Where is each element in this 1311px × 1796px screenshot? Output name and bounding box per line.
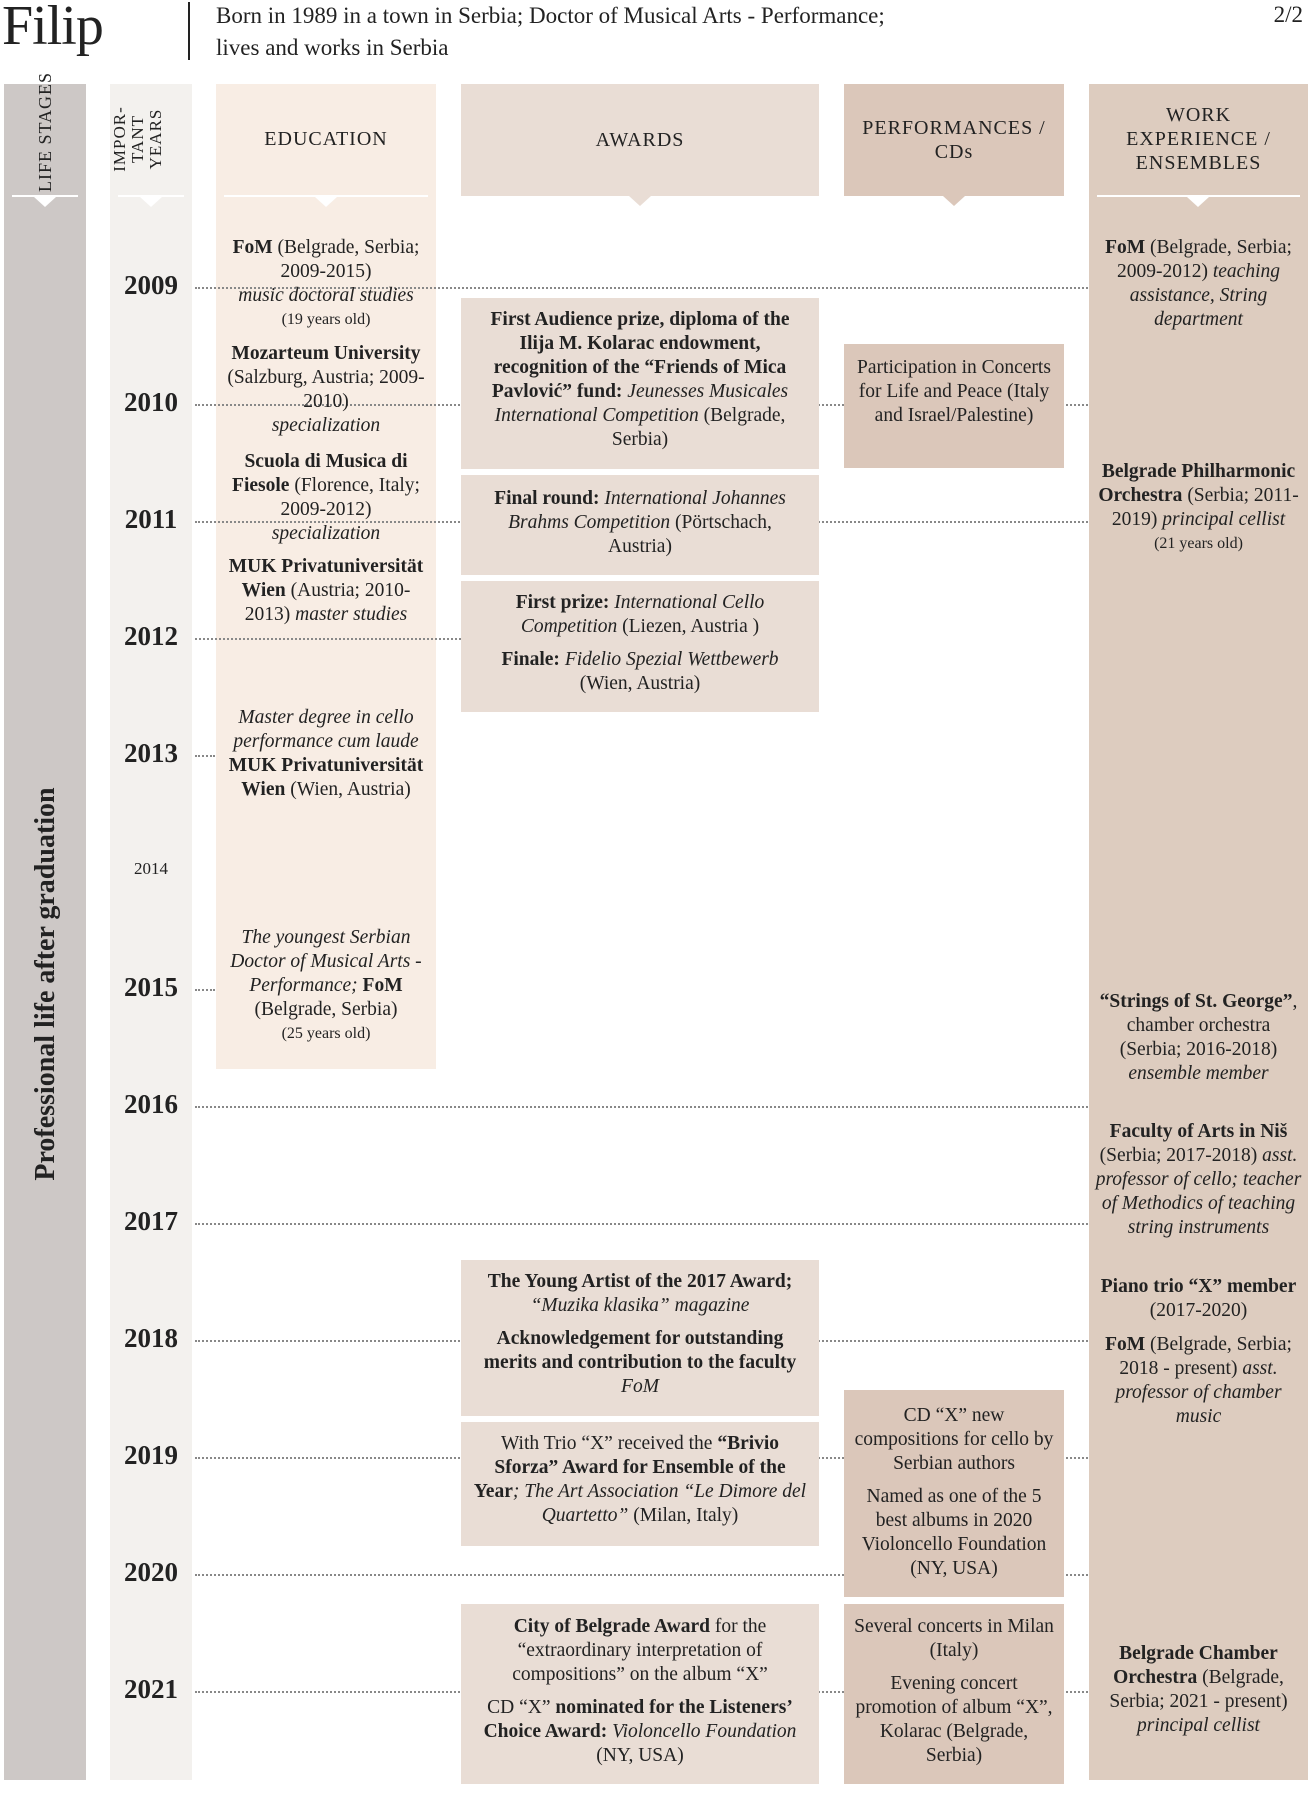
award-entry xyxy=(473,1615,807,1768)
year-label: 2010 xyxy=(124,387,178,417)
life-stage-label: Professional life after graduation xyxy=(30,787,61,1181)
work-line-1: WORK xyxy=(1165,104,1232,126)
performance-box xyxy=(844,344,1064,468)
important-years-header xyxy=(110,84,192,194)
institution-location: (Florence, Italy; 2009-2012) xyxy=(280,475,420,520)
work-line-2: EXPERIENCE / xyxy=(1126,128,1271,150)
performance-text: Participation in Concerts for Life and Peace (Italy and Israel/Palestine) xyxy=(857,357,1051,426)
guide-2015 xyxy=(195,989,215,991)
award-event: International Cello Competition xyxy=(520,592,765,637)
award-location: (Liezen, Austria ) xyxy=(617,616,760,637)
age-note: (21 years old) xyxy=(1154,535,1243,552)
award-location: (Wien, Austria) xyxy=(579,673,701,694)
institution-location: (Belgrade, Serbia; 2009-2015) xyxy=(272,237,420,282)
life-stages-header xyxy=(4,71,86,194)
award-entry xyxy=(475,487,805,559)
institution-name: MUK Privatuniversität Wien xyxy=(228,556,424,601)
job-role: teaching assistance, String department xyxy=(1129,261,1281,330)
work-entry xyxy=(1095,990,1302,1086)
employer-name: FoM xyxy=(1105,1334,1146,1355)
award-title: nominated for the Listeners’ Choice Award: xyxy=(483,1697,793,1742)
performance-box xyxy=(844,1604,1064,1784)
important-years-column xyxy=(110,84,192,1780)
study-type: specialization xyxy=(271,415,381,436)
performance-entry xyxy=(852,1404,1056,1581)
guide-2013 xyxy=(195,755,215,757)
award-location: (NY, USA) xyxy=(596,1745,684,1766)
year-label: 2013 xyxy=(124,738,178,768)
header-divider xyxy=(188,2,190,60)
performance-box xyxy=(844,1390,1064,1597)
award-entry xyxy=(473,1432,807,1528)
institution-location: (Austria; 2010-2013) xyxy=(244,580,411,625)
award-box xyxy=(461,1260,819,1416)
employer-location: (Belgrade, Serbia; 2021 - present) xyxy=(1109,1667,1288,1712)
institution-location: (Wien, Austria) xyxy=(285,779,411,800)
education-entry xyxy=(220,342,432,438)
job-role: asst. professor of cello; teacher of Methodics of teaching string instruments xyxy=(1095,1145,1302,1238)
person-name: Filip xyxy=(2,0,103,57)
award-title: First Audience prize, diploma of the Ilija M. Kolarac endowment, recognition of the “Friends of Mica Pavlović” fund: xyxy=(490,309,790,402)
award-location: (Pörtschach, Austria) xyxy=(608,512,772,557)
performances-pointer xyxy=(943,196,965,206)
employer-location: (Belgrade, Serbia; 2018 - present) xyxy=(1119,1334,1292,1379)
life-stages-label: LIFE STAGES xyxy=(35,71,55,192)
institution-location: (Salzburg, Austria; 2009-2010) xyxy=(227,367,425,412)
performance-text: Named as one of the 5 best albums in 2020 Violoncello Foundation (NY, USA) xyxy=(861,1486,1047,1579)
year-label: 2011 xyxy=(124,504,178,534)
education-entry xyxy=(220,236,432,332)
job-role: ensemble member xyxy=(1128,1063,1269,1084)
employer-name: “Strings of St. George” xyxy=(1099,991,1293,1012)
employer-location: (2017-2020) xyxy=(1149,1300,1248,1321)
award-box xyxy=(461,1604,819,1784)
institution-name: FoM xyxy=(362,975,403,996)
year-label: 2017 xyxy=(124,1206,178,1236)
institution-name: MUK Privatuniversität Wien xyxy=(228,755,424,800)
work-header xyxy=(1089,84,1308,194)
award-location: (Milan, Italy) xyxy=(628,1505,739,1526)
award-box xyxy=(461,1422,819,1546)
award-title: Acknowledgement for outstanding merits and contribution to the faculty xyxy=(483,1328,797,1373)
employer-name: Belgrade Philharmonic Orchestra xyxy=(1098,461,1296,506)
employer-location: , chamber orchestra (Serbia; 2016-2018) xyxy=(1119,991,1298,1060)
employer-location: (Serbia; 2011-2019) xyxy=(1111,485,1299,530)
institution-name: FoM xyxy=(232,237,273,258)
iy-line-2: TANT xyxy=(128,115,147,163)
employer-location: (Serbia; 2017-2018) xyxy=(1099,1145,1263,1166)
award-title: City of Belgrade Award xyxy=(513,1616,710,1637)
guide-2012 xyxy=(195,638,461,640)
guide-2017 xyxy=(195,1223,1088,1225)
institution-location: (Belgrade, Serbia) xyxy=(254,999,398,1020)
award-event: Jeunesses Musicales International Competition xyxy=(494,381,789,426)
life-stages-pointer xyxy=(34,197,56,207)
subtitle-line-1: Born in 1989 in a town in Serbia; Doctor of Musical Arts - Performance; xyxy=(216,3,885,28)
year-label: 2009 xyxy=(124,270,178,300)
award-entry xyxy=(471,308,809,452)
important-years-label xyxy=(111,89,191,189)
perf-line-2: CDs xyxy=(934,141,974,163)
institution-name: Mozarteum University xyxy=(231,343,421,364)
employer-name: FoM xyxy=(1105,237,1146,258)
award-entry xyxy=(475,591,805,696)
award-event: Fidelio Spezial Wettbewerb xyxy=(559,649,779,670)
study-type: master studies xyxy=(295,604,408,625)
work-entry xyxy=(1095,236,1302,332)
degree-note: Master degree in cello performance cum laude xyxy=(233,707,419,752)
iy-line-3: YEARS xyxy=(146,108,165,170)
performance-text: CD “X” new compositions for cello by Serbian authors xyxy=(854,1405,1054,1474)
awards-pointer xyxy=(629,196,651,206)
award-box xyxy=(461,298,819,469)
award-event: ; The Art Association “Le Dimore del Quartetto” xyxy=(512,1481,807,1526)
work-line-3: ENSEMBLES xyxy=(1135,152,1262,174)
work-entry xyxy=(1095,1275,1302,1323)
award-event: Violoncello Foundation xyxy=(607,1721,797,1742)
performance-text: Several concerts in Milan (Italy) xyxy=(854,1616,1054,1661)
education-entry xyxy=(220,555,432,627)
education-pointer xyxy=(315,197,337,207)
award-event: FoM xyxy=(621,1376,659,1397)
performance-text: Evening concert promotion of album “X”, Kolarac (Belgrade, Serbia) xyxy=(855,1673,1053,1766)
award-title: Finale: xyxy=(501,649,560,670)
year-label: 2014 xyxy=(134,859,168,878)
year-label: 2018 xyxy=(124,1323,178,1353)
year-label: 2012 xyxy=(124,621,178,651)
award-box xyxy=(461,581,819,712)
perf-line-1: PERFORMANCES / xyxy=(862,117,1046,139)
award-event: International Johannes Brahms Competition xyxy=(508,488,786,533)
award-title: The Young Artist of the 2017 Award; xyxy=(487,1271,793,1292)
award-box xyxy=(461,475,819,575)
job-role: principal cellist xyxy=(1137,1715,1260,1736)
subtitle-line-2: lives and works in Serbia xyxy=(216,35,449,60)
award-text: for the “extraordinary interpretation of compositions” on the album “X” xyxy=(512,1616,768,1685)
year-label: 2016 xyxy=(124,1089,178,1119)
awards-header: AWARDS xyxy=(461,84,819,196)
performances-header xyxy=(844,84,1064,196)
award-event: “Muzika klasika” magazine xyxy=(530,1295,750,1316)
year-label: 2020 xyxy=(124,1557,178,1587)
year-label: 2021 xyxy=(124,1674,178,1704)
years-pointer xyxy=(140,197,162,207)
header-subtitle xyxy=(216,0,1036,64)
award-title: First prize: xyxy=(515,592,610,613)
page-number: 2/2 xyxy=(1273,2,1303,27)
award-location: (Belgrade, Serbia) xyxy=(611,405,786,450)
study-type: specialization xyxy=(271,523,381,544)
work-column xyxy=(1089,84,1308,1780)
work-pointer xyxy=(1187,197,1209,207)
performance-entry xyxy=(852,1615,1056,1768)
study-type: music doctoral studies xyxy=(238,285,414,306)
age-note: (19 years old) xyxy=(281,311,371,328)
guide-2016 xyxy=(195,1106,1088,1108)
award-text: With Trio “X” received the xyxy=(500,1433,718,1454)
employer-location: (Belgrade, Serbia; 2009-2012) xyxy=(1116,237,1292,282)
work-entry xyxy=(1095,1333,1302,1429)
award-title: Final round: xyxy=(494,488,600,509)
award-title: “Brivio Sforza” Award for Ensemble of the Year xyxy=(473,1433,786,1502)
employer-name: Faculty of Arts in Niš xyxy=(1109,1121,1288,1142)
year-label: 2019 xyxy=(124,1440,178,1470)
education-entry xyxy=(220,926,432,1046)
award-text: CD “X” xyxy=(487,1697,556,1718)
work-entry xyxy=(1095,460,1302,556)
award-entry xyxy=(471,1270,809,1399)
iy-line-1: IMPOR- xyxy=(110,106,129,172)
work-entry xyxy=(1095,1120,1302,1240)
performance-entry xyxy=(854,356,1054,428)
institution-name: Scuola di Musica di Fiesole xyxy=(232,451,408,496)
employer-name: Belgrade Chamber Orchestra xyxy=(1113,1643,1278,1688)
employer-name: Piano trio “X” member xyxy=(1100,1276,1297,1297)
job-role: asst. professor of chamber music xyxy=(1115,1358,1282,1427)
work-entry xyxy=(1095,1642,1302,1738)
education-entry xyxy=(220,706,432,802)
education-header: EDUCATION xyxy=(264,128,388,150)
job-role: principal cellist xyxy=(1162,509,1286,530)
year-label: 2015 xyxy=(124,972,178,1002)
education-entry xyxy=(220,450,432,546)
degree-note: The youngest Serbian Doctor of Musical Arts - Performance; xyxy=(230,927,422,996)
age-note: (25 years old) xyxy=(281,1025,371,1042)
